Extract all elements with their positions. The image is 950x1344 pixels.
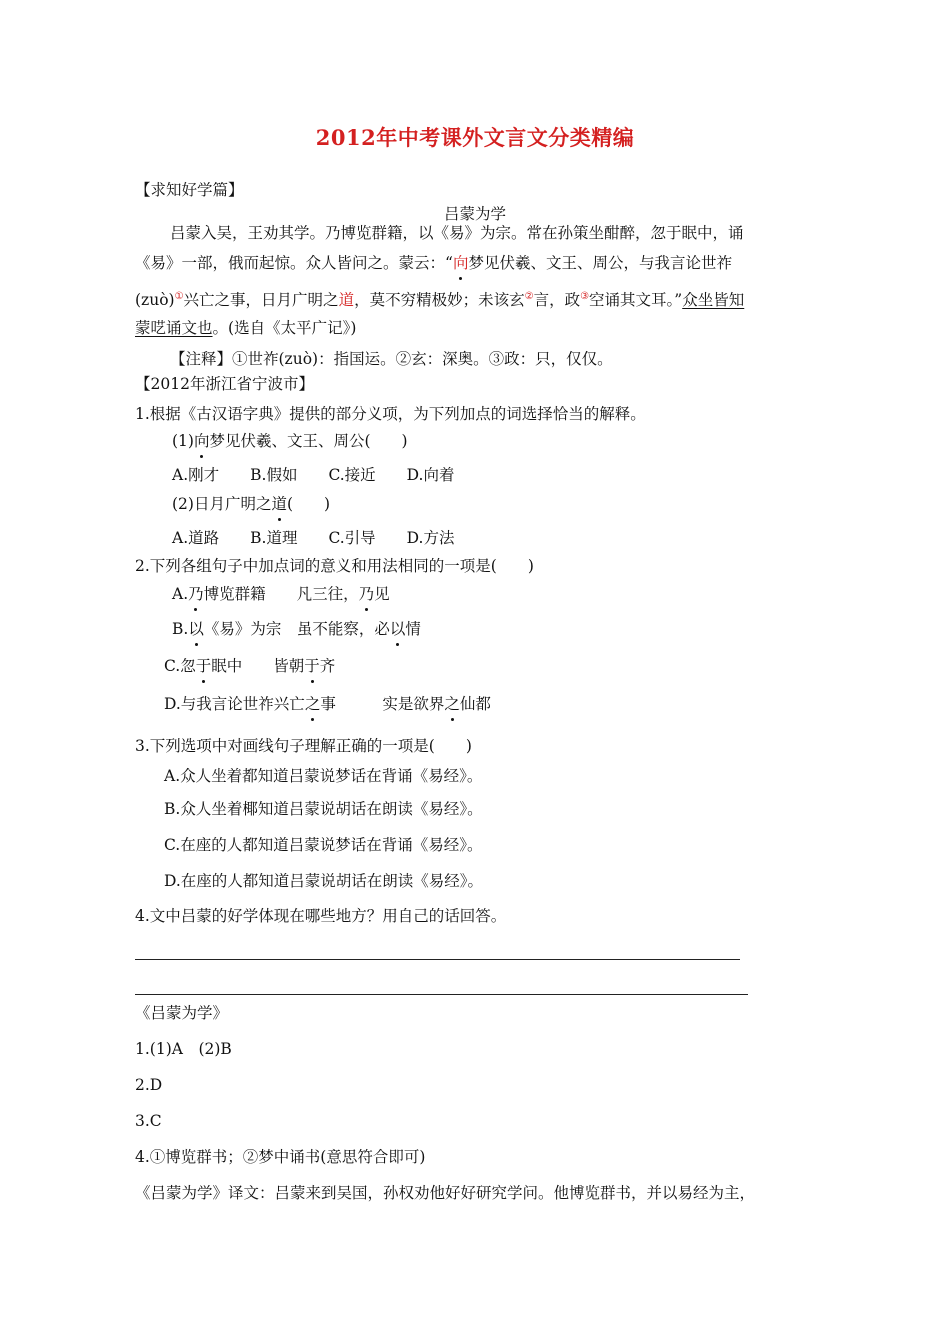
question-4-stem: 4.文中吕蒙的好学体现在哪些地方？用自己的话回答。 (135, 907, 507, 925)
sub-label: (1) (172, 432, 194, 450)
dotted-word: 之 (444, 695, 460, 713)
question-2-stem: 2.下列各组句子中加点词的意义和用法相同的一项是( ) (135, 557, 534, 575)
dotted-word: 乃 (188, 585, 204, 603)
option-text: D.与我言论世祚兴亡 (164, 695, 305, 713)
question-3-stem: 3.下列选项中对画线句子理解正确的一项是( ) (135, 737, 472, 755)
question-3-option-c: C.在座的人都知道吕蒙说梦话在背诵《易经》。 (164, 836, 483, 854)
footnote-marker-3: ③ (580, 291, 590, 302)
question-1-sub-1-options: A.刚才 B.假如 C.接近 D.向着 (172, 466, 455, 484)
dotted-word-dao: 道 (271, 495, 287, 513)
translation-text: 《吕蒙为学》译文：吕蒙来到吴国，孙权劝他好好研究学问。他博览群书，并以易经为主， (135, 1184, 756, 1202)
option-text: 事 实是欲界 (320, 695, 445, 713)
passage-line-4 (135, 317, 356, 339)
answer-1: 1.(1)A (2)B (135, 1040, 232, 1058)
section-heading: 【求知好学篇】 (135, 181, 244, 199)
passage-text: 《易》一部，俄而起惊。众人皆问之。蒙云：“ (135, 254, 453, 272)
question-3-option-d: D.在座的人都知道吕蒙说胡话在朗读《易经》。 (164, 872, 484, 890)
dotted-word: 以 (389, 620, 406, 638)
footnote-marker-2: ② (524, 291, 534, 302)
dotted-word: 之 (304, 695, 321, 713)
annotation-notes: 【注释】①世祚(zuò)：指国运。②玄：深奥。③政：只，仅仅。 (170, 350, 613, 368)
answers-heading: 《吕蒙为学》 (135, 1004, 229, 1022)
source-label: 【2012年浙江省宁波市】 (135, 375, 314, 393)
sub-text: ( ) (286, 495, 331, 513)
question-1-sub-2 (172, 493, 330, 515)
option-text: 见 (374, 585, 390, 603)
dotted-word-xiang: 向 (452, 254, 469, 272)
passage-text: 吕蒙入吴，王劝其学。乃博览群籍，以《易》为宗。常在孙策坐酣醉，忽于眠中，诵 (170, 224, 744, 242)
highlighted-word-dao: 道 (338, 291, 355, 309)
passage-heading: 吕蒙为学 (443, 205, 506, 223)
question-1-stem: 1.根据《古汉语字典》提供的部分义项，为下列加点的词选择恰当的解释。 (135, 405, 646, 423)
page-title: 2012年中考课外文言文分类精编 (315, 125, 635, 150)
underlined-sentence: 众坐皆知 (682, 291, 745, 309)
pinyin: (zuò) (135, 291, 175, 309)
option-text: 博览群籍 凡三往， (203, 585, 359, 603)
question-2-option-c (164, 655, 335, 677)
option-text: C.忽 (164, 657, 196, 675)
option-text: 《易》为宗 虽不能察，必 (203, 620, 390, 638)
answer-3: 3.C (135, 1112, 162, 1130)
dotted-word-xiang: 向 (193, 432, 210, 450)
question-2-option-a (172, 583, 390, 605)
question-2-option-d (164, 693, 491, 715)
dotted-word: 于 (304, 657, 320, 675)
passage-line-2 (135, 252, 732, 274)
dotted-word: 以 (188, 620, 204, 638)
dotted-word: 乃 (358, 585, 375, 603)
dotted-word: 于 (195, 657, 212, 675)
question-1-sub-1 (172, 430, 408, 452)
option-text: B. (172, 620, 189, 638)
passage-line-1 (170, 222, 744, 244)
passage-text: 言，政 (533, 291, 581, 309)
passage-text: 。(选自《太平广记》) (212, 319, 357, 337)
passage-line-3 (135, 286, 744, 311)
question-3-option-a: A.众人坐着都知道吕蒙说梦话在背诵《易经》。 (164, 767, 483, 785)
answer-line-1 (135, 959, 740, 960)
question-3-option-b: B.众人坐着椰知道吕蒙说胡话在朗读《易经》。 (164, 800, 483, 818)
underlined-sentence: 蒙呓诵文也 (135, 319, 213, 337)
sub-text: (2)日月广明之 (172, 495, 272, 513)
question-2-option-b (172, 618, 421, 640)
option-text: 仙都 (459, 695, 491, 713)
option-text: 眠中 皆朝 (211, 657, 305, 675)
sub-text: 梦见伏羲、文王、周公( ) (209, 432, 408, 450)
option-text: A. (172, 585, 189, 603)
footnote-marker-1: ① (174, 291, 184, 302)
passage-text: 梦见伏羲、文王、周公，与我言论世祚 (468, 254, 732, 272)
option-text: 情 (405, 620, 421, 638)
passage-text: ，莫不穷精极妙；未该玄 (354, 291, 525, 309)
option-text: 齐 (319, 657, 336, 675)
question-1-sub-2-options: A.道路 B.道理 C.引导 D.方法 (172, 529, 455, 547)
passage-text: 兴亡之事，日月广明之 (183, 291, 339, 309)
answer-4: 4.①博览群书；②梦中诵书(意思符合即可) (135, 1148, 426, 1166)
answer-2: 2.D (135, 1076, 163, 1094)
passage-text: 空诵其文耳。” (589, 291, 683, 309)
answer-line-2 (135, 994, 748, 995)
